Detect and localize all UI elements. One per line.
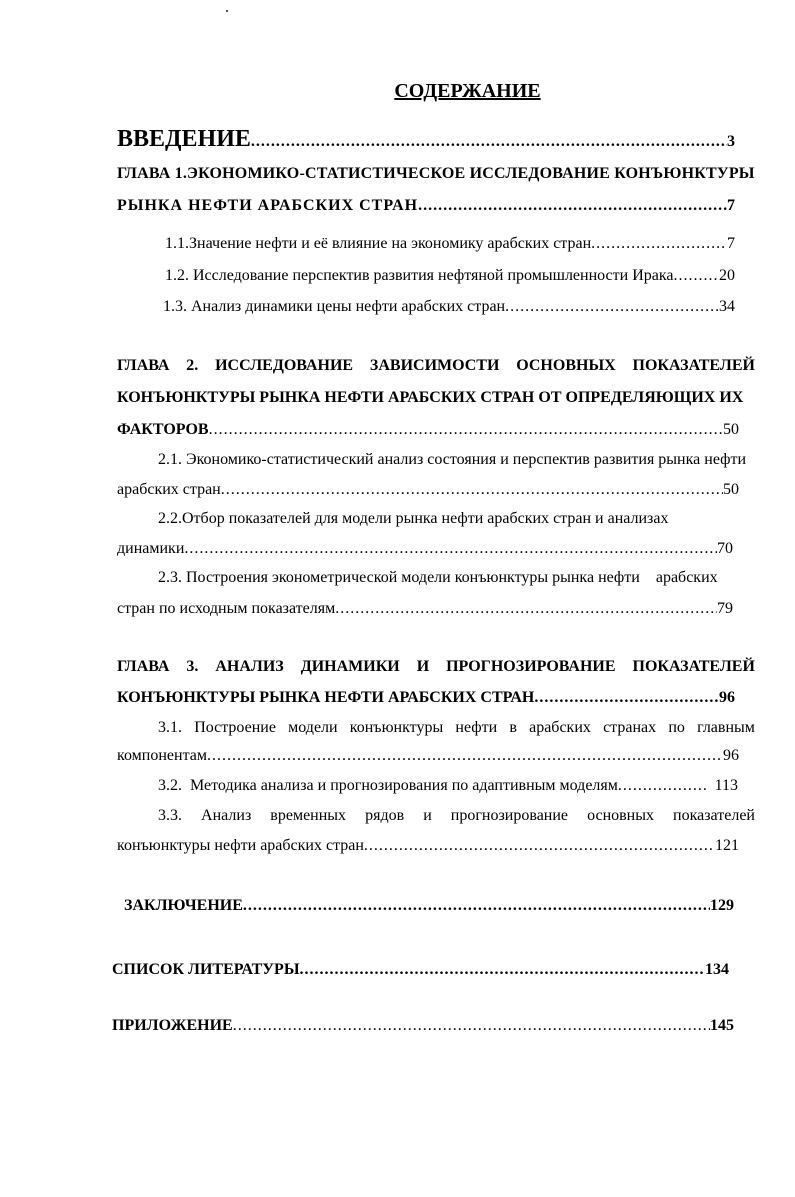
- toc-section-2-2-line2[interactable]: [117, 541, 733, 557]
- toc-section-label: 1.3. Анализ динамики цены нефти арабских стран: [163, 298, 506, 315]
- word: арабских: [529, 719, 591, 736]
- toc-intro-page: 3: [727, 133, 735, 150]
- toc-section-label: компонентам: [117, 747, 207, 764]
- scan-speck: [226, 10, 228, 12]
- toc-section-1-2[interactable]: [165, 268, 735, 284]
- word: в: [509, 719, 517, 736]
- leader-dots: [207, 748, 723, 764]
- word: ГЛАВА: [117, 658, 170, 675]
- toc-section-page: 7: [727, 235, 735, 252]
- toc-chapter2-line2[interactable]: КОНЪЮНКТУРЫ РЫНКА НЕФТИ АРАБСКИХ СТРАН ОТ ОПРЕДЕЛЯЮЩИХ ИХ: [117, 389, 744, 406]
- toc-references[interactable]: [112, 962, 729, 978]
- word: странах: [603, 719, 657, 736]
- toc-references-label: СПИСОК ЛИТЕРАТУРЫ: [112, 961, 300, 978]
- toc-section-page: 34: [719, 298, 735, 315]
- toc-references-page: 134: [705, 961, 729, 978]
- toc-section-page: 121: [715, 837, 739, 854]
- word: Анализ: [201, 807, 252, 824]
- word: ИССЛЕДОВАНИЕ: [215, 357, 354, 374]
- toc-conclusion-label: ЗАКЛЮЧЕНИЕ: [124, 897, 243, 914]
- toc-section-label: 3.2. Методика анализа и прогнозирования по адаптивным моделям: [158, 777, 618, 794]
- leader-dots: [364, 838, 715, 854]
- word: главным: [697, 719, 755, 736]
- word: И: [416, 658, 430, 675]
- word: ГЛАВА: [117, 357, 170, 374]
- word: 3.3.: [158, 807, 182, 824]
- toc-intro-label: ВВЕДЕНИЕ: [117, 126, 251, 152]
- page-title: СОДЕРЖАНИЕ: [394, 80, 541, 102]
- word: 3.1.: [158, 719, 182, 736]
- toc-section-page: 70: [717, 540, 733, 557]
- toc-section-page: 79: [717, 600, 733, 617]
- word: ПОКАЗАТЕЛЕЙ: [632, 357, 755, 374]
- toc-conclusion-page: 129: [710, 897, 734, 914]
- word: конъюнктуры: [349, 719, 444, 736]
- leader-dots: [300, 962, 705, 978]
- toc-section-2-1-line2[interactable]: [117, 482, 739, 498]
- word: 2.: [186, 357, 199, 374]
- leader-dots: [335, 601, 717, 617]
- toc-section-1-3[interactable]: [163, 299, 735, 315]
- toc-section-label: стран по исходным показателям: [117, 600, 336, 617]
- toc-appendix-label: ПРИЛОЖЕНИЕ: [112, 1017, 233, 1034]
- toc-section-page: 50: [723, 481, 739, 498]
- leader-dots: [591, 236, 727, 252]
- leader-dots: [251, 134, 727, 150]
- word: по: [668, 719, 685, 736]
- word: и: [423, 807, 432, 824]
- word: ПОКАЗАТЕЛЕЙ: [632, 658, 755, 675]
- leader-dots: [233, 1018, 710, 1034]
- leader-dots: [418, 198, 727, 214]
- toc-section-label: арабских стран: [117, 481, 221, 498]
- toc-section-label: 1.2. Исследование перспектив развития нефтяной промышленности Ирака: [165, 267, 674, 284]
- word: нефти: [455, 719, 498, 736]
- toc-section-3-2[interactable]: [158, 778, 738, 794]
- toc-section-2-2-line1[interactable]: 2.2.Отбор показателей для модели рынка нефти арабских стран и анализах: [158, 510, 669, 527]
- toc-chapter1-label: РЫНКА НЕФТИ АРАБСКИХ СТРАН: [117, 197, 419, 214]
- word: рядов: [365, 807, 405, 824]
- toc-section-1-1[interactable]: [165, 236, 735, 252]
- toc-chapter1-page: 7: [727, 197, 735, 214]
- toc-chapter2-label: ФАКТОРОВ: [117, 421, 209, 438]
- word: 3.: [186, 658, 199, 675]
- toc-section-page: 20: [719, 267, 735, 284]
- toc-chapter3-page: 96: [719, 689, 735, 706]
- toc-chapter2-line3[interactable]: [117, 422, 739, 438]
- word: прогнозирование: [450, 807, 569, 824]
- leader-dots: [243, 898, 710, 914]
- toc-section-3-3-line1[interactable]: [158, 808, 755, 824]
- toc-chapter2-line1[interactable]: [117, 358, 755, 374]
- toc-chapter2-page: 50: [723, 421, 739, 438]
- word: ОСНОВНЫХ: [516, 357, 616, 374]
- toc-section-2-1-line1[interactable]: 2.1. Экономико-статистический анализ состояния и перспектив развития рынка нефти: [158, 451, 747, 468]
- leader-dots: [505, 299, 719, 315]
- leader-dots: [534, 690, 719, 706]
- word: временных: [270, 807, 347, 824]
- leader-dots: [209, 422, 723, 438]
- toc-appendix-page: 145: [710, 1017, 734, 1034]
- toc-appendix[interactable]: [112, 1018, 734, 1034]
- toc-chapter3-line1[interactable]: [117, 659, 755, 675]
- leader-dots: [674, 268, 720, 284]
- toc-section-2-3-line1[interactable]: 2.3. Построения эконометрической модели конъюнктуры рынка нефти арабских: [158, 569, 718, 586]
- word: ЗАВИСИМОСТИ: [369, 357, 500, 374]
- toc-section-3-3-line2[interactable]: [117, 838, 739, 854]
- toc-section-page: 96: [723, 747, 739, 764]
- word: показателей: [673, 807, 755, 824]
- leader-dots: [221, 482, 723, 498]
- toc-section-3-1-line1[interactable]: [158, 720, 755, 736]
- toc-section-label: конъюнктуры нефти арабских стран: [117, 837, 364, 854]
- toc-chapter1-line2[interactable]: [117, 198, 735, 214]
- toc-conclusion[interactable]: [124, 898, 734, 914]
- leader-dots: [618, 778, 709, 794]
- word: Построение: [194, 719, 276, 736]
- leader-dots: [184, 541, 717, 557]
- toc-section-2-3-line2[interactable]: [117, 601, 733, 617]
- toc-chapter3-line2[interactable]: [117, 690, 735, 706]
- toc-section-page: 113: [714, 777, 738, 794]
- word: АНАЛИЗ: [215, 658, 284, 675]
- toc-chapter1-line1[interactable]: ГЛАВА 1.ЭКОНОМИКО-СТАТИСТИЧЕСКОЕ ИССЛЕДОВАНИЕ КОНЪЮНКТУРЫ: [117, 165, 755, 182]
- toc-chapter3-label: КОНЪЮНКТУРЫ РЫНКА НЕФТИ АРАБСКИХ СТРАН: [117, 689, 535, 706]
- word: ДИНАМИКИ: [300, 658, 400, 675]
- toc-intro[interactable]: [117, 127, 735, 151]
- word: ПРОГНОЗИРОВАНИЕ: [446, 658, 616, 675]
- toc-section-3-1-line2[interactable]: [117, 748, 739, 764]
- toc-section-label: 1.1.Значение нефти и её влияние на экономику арабских стран: [165, 235, 592, 252]
- word: основных: [587, 807, 654, 824]
- word: модели: [288, 719, 338, 736]
- toc-section-label: динамики: [117, 540, 185, 557]
